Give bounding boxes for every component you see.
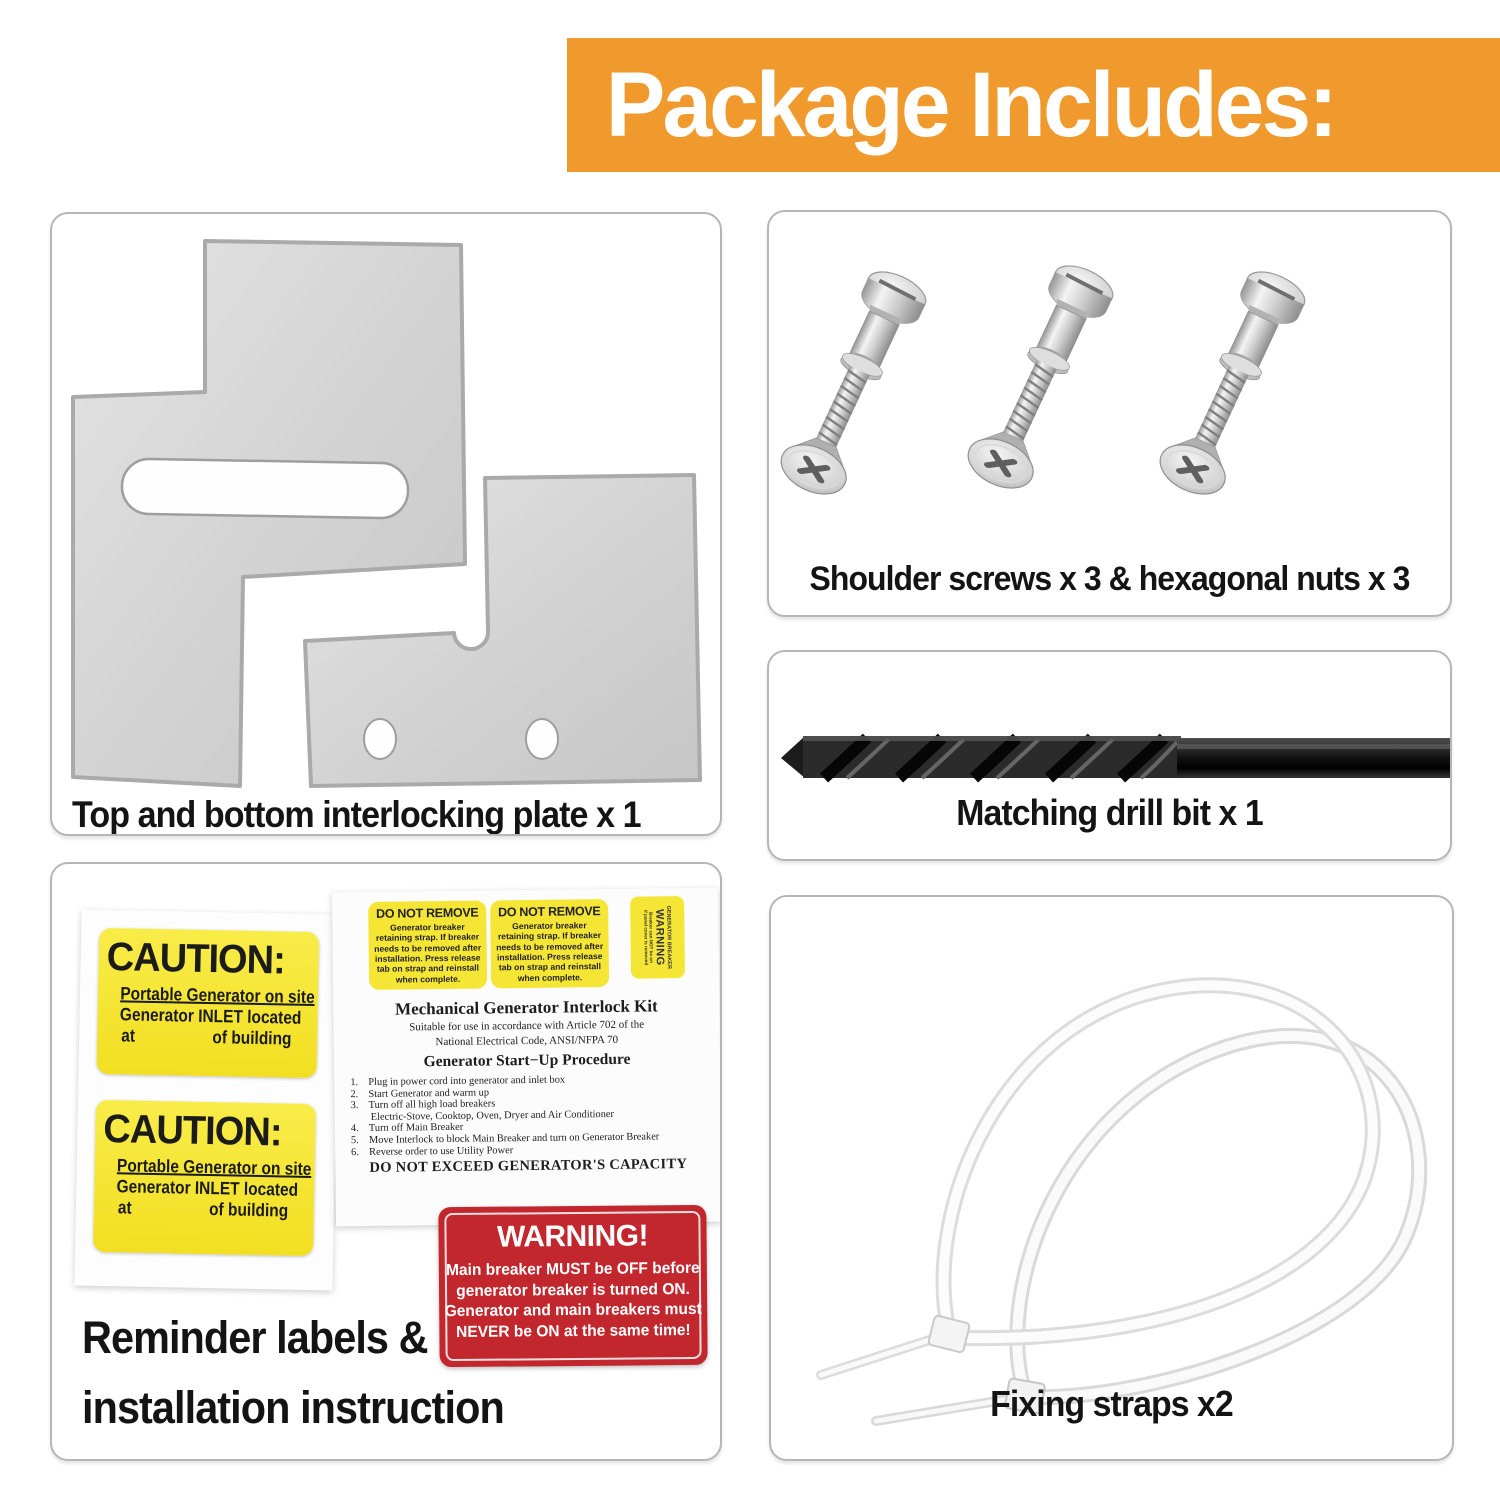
sheet-title: Mechanical Generator Interlock Kit [394,996,658,1019]
shoulder-screw [773,263,934,504]
caution-labels-sheet [74,910,339,1291]
straps-caption: Fixing straps x2 [990,1383,1233,1424]
drill-caption: Matching drill bit x 1 [956,792,1263,833]
caution-line: Generator INLET located [116,1176,299,1200]
red-warning-line: Main breaker MUST be OFF before [446,1259,700,1280]
red-warning-title: WARNING! [496,1219,649,1254]
plate-hole [526,719,558,759]
procedure-step: Move Interlock to block Main Breaker and turn on Generator Breaker [368,1131,660,1146]
shoulder-screws-photo [769,212,1450,615]
procedure-step: Reverse order to use Utility Power [369,1144,514,1158]
screws-caption: Shoulder screws x 3 & hexagonal nuts x 3 [809,560,1410,598]
procedure-substep: Electric-Stove, Cooktop, Oven, Dryer and Air Conditioner [370,1108,615,1123]
interlocking-plates-photo [52,214,720,834]
fixing-straps-photo [771,897,1452,1459]
panel-fixing-straps [769,895,1454,1461]
caution-line: Portable Generator on site [116,1155,312,1180]
panel-shoulder-screws [767,210,1452,617]
caution-label [93,1100,316,1256]
caution-title: CAUTION: [103,1107,282,1155]
procedure-step: Start Generator and warm up [368,1087,490,1100]
procedure-steps [334,1073,721,1159]
plate-slot-hole [122,459,409,519]
caution-label [96,928,319,1078]
drill-bit [781,736,1450,778]
caution-line: at of building [121,1025,292,1049]
sheet-subtitle: Suitable for use in accordance with Article 702 of the [409,1018,645,1034]
procedure-title: Generator Start−Up Procedure [423,1050,631,1071]
plates-caption: Top and bottom interlocking plate x 1 [72,794,641,835]
procedure-step: Turn off Main Breaker [368,1122,464,1135]
labels-caption-line2: installation instruction [82,1382,504,1433]
caution-line: Generator INLET located [119,1004,302,1028]
procedure-step: Plug in power cord into generator and inlet box [368,1074,566,1088]
page-title: Package Includes: [605,53,1336,156]
red-warning-line: generator breaker is turned ON. [456,1280,690,1300]
red-warning-line: NEVER be ON at the same time! [456,1321,691,1341]
shoulder-screw [1152,263,1313,504]
do-not-remove-label: DO NOT REMOVE Generator breaker retaining strap. If breaker needs to be removed after installation. Press release tab on strap and reinstall when complete. [490,899,609,988]
do-not-remove-label: DO NOT REMOVE Generator breaker retaining strap. If breaker needs to be removed after installation. Press release tab on strap and reinstall when complete. [368,900,487,989]
sheet-subtitle: National Electrical Code, ANSI/NFPA 70 [435,1033,619,1048]
generator-breaker-warning-tag: GENERATOR BREAKER WARNING Breaker can NOT be on if panel cover is removed [630,896,685,979]
caution-line: Portable Generator on site [120,983,315,1008]
instruction-sheet [332,888,722,1227]
procedure-step: Turn off all high load breakers Electric-Stove, Cooktop, Oven, Dryer and Air Conditioner [369,1096,711,1123]
red-warning-line: Generator and main breakers must [444,1300,702,1321]
caution-line: at of building [117,1197,289,1221]
red-warning-label [438,1205,707,1367]
panel-interlocking-plates [50,212,722,836]
panel-labels-instructions [50,862,722,1461]
plate-hole [364,719,396,759]
sheet-footer: DO NOT EXCEED GENERATOR'S CAPACITY [369,1156,688,1177]
labels-caption-line1: Reminder labels & [82,1312,428,1363]
panel-drill-bit [767,650,1452,861]
shoulder-screw [960,257,1121,498]
caution-title: CAUTION: [106,935,286,983]
title-banner [567,38,1500,172]
